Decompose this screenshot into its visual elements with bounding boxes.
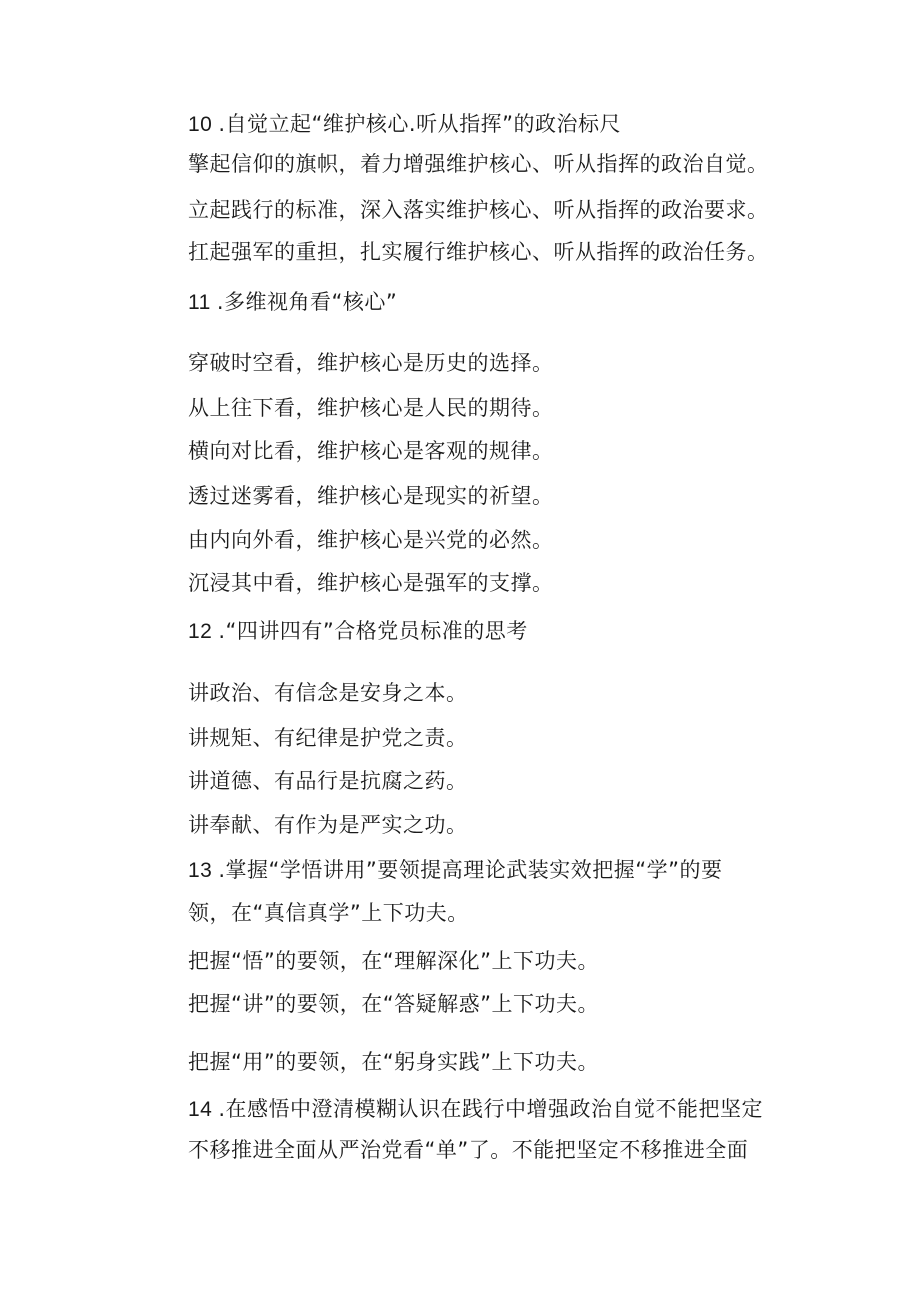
section-13-heading	[188, 856, 723, 885]
section-title: .“四讲四有”合格党员标准的思考	[218, 619, 528, 643]
section-11-item-4: 透过迷雾看，维护核心是现实的祈望。	[188, 484, 554, 508]
section-11-item-1: 穿破时空看，维护核心是历史的选择。	[188, 351, 554, 375]
section-11-item-6: 沉浸其中看，维护核心是强军的支撑。	[188, 571, 554, 595]
section-14-heading	[188, 1095, 763, 1124]
section-10-item-1: 擎起信仰的旗帜，着力增强维护核心、听从指挥的政治自觉。	[188, 152, 769, 176]
section-11-item-5: 由内向外看，维护核心是兴党的必然。	[188, 528, 554, 552]
section-title: .多维视角看“核心”	[216, 290, 398, 314]
section-10-item-2: 立起践行的标准，深入落实维护核心、听从指挥的政治要求。	[188, 198, 769, 222]
section-11-item-3: 横向对比看，维护核心是客观的规律。	[188, 439, 554, 463]
section-title: .在感悟中澄清模糊认识在践行中增强政治自觉不能把坚定	[218, 1097, 764, 1121]
section-number: 11	[188, 291, 211, 314]
section-11-heading	[188, 288, 397, 317]
section-12-item-4: 讲奉献、有作为是严实之功。	[188, 813, 468, 837]
section-12-heading	[188, 617, 528, 646]
section-13-item-2: 把握“讲”的要领，在“答疑解惑”上下功夫。	[188, 992, 600, 1016]
section-title: .掌握“学悟讲用”要领提高理论武装实效把握“学”的要	[218, 858, 723, 882]
section-number: 12	[188, 620, 213, 643]
section-13-item-1: 把握“悟”的要领，在“理解深化”上下功夫。	[188, 949, 600, 973]
section-14-heading-cont: 不移推进全面从严治党看“单”了。不能把坚定不移推进全面	[188, 1138, 749, 1162]
section-11-item-2: 从上往下看，维护核心是人民的期待。	[188, 396, 554, 420]
section-number: 13	[188, 859, 213, 882]
section-13-heading-cont: 领，在“真信真学”上下功夫。	[188, 901, 469, 925]
section-12-item-1: 讲政治、有信念是安身之本。	[188, 681, 468, 705]
section-10-item-3: 扛起强军的重担，扎实履行维护核心、听从指挥的政治任务。	[188, 240, 769, 264]
section-number: 14	[188, 1098, 213, 1121]
section-number: 10	[188, 113, 213, 136]
section-12-item-2: 讲规矩、有纪律是护党之责。	[188, 726, 468, 750]
section-title: .自觉立起“维护核心.听从指挥”的政治标尺	[218, 112, 621, 136]
section-12-item-3: 讲道德、有品行是抗腐之药。	[188, 769, 468, 793]
section-13-item-3: 把握“用”的要领，在“躬身实践”上下功夫。	[188, 1050, 600, 1074]
section-10-heading	[188, 110, 621, 139]
